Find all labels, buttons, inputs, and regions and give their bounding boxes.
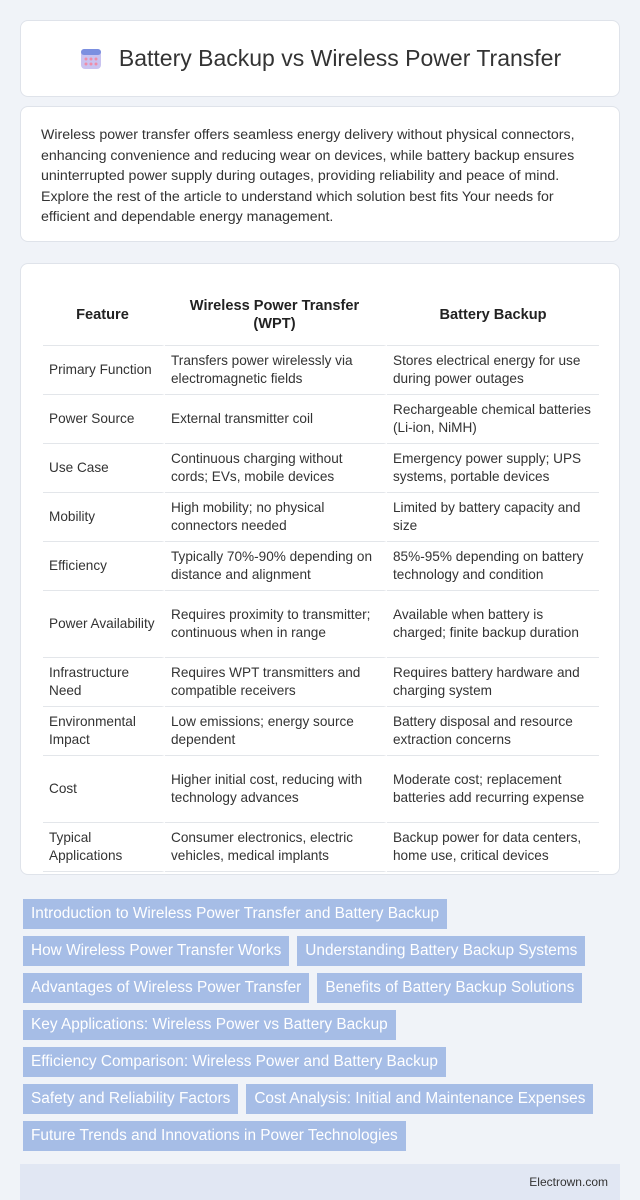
wpt-cell: Requires WPT transmitters and compatible receivers <box>165 658 387 707</box>
table-row <box>43 346 599 395</box>
wpt-cell: Higher initial cost, reducing with technology advances <box>165 756 387 823</box>
topic-link[interactable]: Safety and Reliability Factors <box>23 1084 238 1114</box>
topic-link[interactable]: Cost Analysis: Initial and Maintenance Expenses <box>246 1084 593 1114</box>
grid-app-icon <box>79 47 103 71</box>
battery-cell: Rechargeable chemical batteries (Li-ion, NiMH) <box>387 395 599 444</box>
tag-row <box>23 973 623 1003</box>
battery-cell: Emergency power supply; UPS systems, portable devices <box>387 444 599 493</box>
intro-text: Wireless power transfer offers seamless energy delivery without physical connectors, enhancing convenience and reducing wear on devices, while battery backup ensures uninterrupted power supply during outages, providing reliability and peace of mind. Explore the rest of the article to understand which solution best fits Your needs for efficient and dependable energy management. <box>41 127 575 226</box>
feature-cell: Mobility <box>43 493 165 542</box>
battery-cell: Stores electrical energy for use during power outages <box>387 346 599 395</box>
topic-link[interactable]: Benefits of Battery Backup Solutions <box>317 973 582 1003</box>
table-header-row <box>43 284 599 346</box>
tag-row <box>23 1121 623 1151</box>
footer-site-name[interactable]: Electrown.com <box>529 1175 608 1189</box>
table-row <box>43 658 599 707</box>
tag-row <box>23 1047 623 1077</box>
topic-link[interactable]: Introduction to Wireless Power Transfer and Battery Backup <box>23 899 447 929</box>
battery-cell: 85%-95% depending on battery technology and condition <box>387 542 599 591</box>
wpt-cell: External transmitter coil <box>165 395 387 444</box>
wpt-cell: Typically 70%-90% depending on distance and alignment <box>165 542 387 591</box>
feature-cell: Efficiency <box>43 542 165 591</box>
topic-link[interactable]: Understanding Battery Backup Systems <box>297 936 585 966</box>
feature-cell: Power Availability <box>43 591 165 658</box>
feature-cell: Infrastructure Need <box>43 658 165 707</box>
header-battery-backup: Battery Backup <box>387 284 599 346</box>
wpt-cell: Continuous charging without cords; EVs, mobile devices <box>165 444 387 493</box>
feature-cell: Primary Function <box>43 346 165 395</box>
header-wpt: Wireless Power Transfer (WPT) <box>165 284 387 346</box>
table-row <box>43 493 599 542</box>
title-card <box>20 20 620 97</box>
table-row <box>43 542 599 591</box>
topic-link[interactable]: Advantages of Wireless Power Transfer <box>23 973 309 1003</box>
topic-link[interactable]: Future Trends and Innovations in Power Technologies <box>23 1121 406 1151</box>
feature-cell: Environmental Impact <box>43 707 165 756</box>
comparison-table <box>43 284 599 872</box>
battery-cell: Requires battery hardware and charging system <box>387 658 599 707</box>
feature-cell: Use Case <box>43 444 165 493</box>
page-title: Battery Backup vs Wireless Power Transfer <box>118 45 562 71</box>
table-row <box>43 591 599 658</box>
battery-cell: Backup power for data centers, home use, critical devices <box>387 823 599 872</box>
wpt-cell: Transfers power wirelessly via electromagnetic fields <box>165 346 387 395</box>
tag-row <box>23 1010 623 1040</box>
battery-cell: Battery disposal and resource extraction concerns <box>387 707 599 756</box>
table-row <box>43 395 599 444</box>
topic-link[interactable]: Efficiency Comparison: Wireless Power and Battery Backup <box>23 1047 446 1077</box>
tag-row <box>23 1084 623 1114</box>
feature-cell: Typical Applications <box>43 823 165 872</box>
wpt-cell: Low emissions; energy source dependent <box>165 707 387 756</box>
footer <box>20 1164 620 1200</box>
topic-link[interactable]: Key Applications: Wireless Power vs Battery Backup <box>23 1010 396 1040</box>
wpt-cell: Requires proximity to transmitter; continuous when in range <box>165 591 387 658</box>
battery-cell: Moderate cost; replacement batteries add recurring expense <box>387 756 599 823</box>
wpt-cell: Consumer electronics, electric vehicles, medical implants <box>165 823 387 872</box>
table-row <box>43 444 599 493</box>
header-feature: Feature <box>43 284 165 346</box>
feature-cell: Cost <box>43 756 165 823</box>
topic-link[interactable]: How Wireless Power Transfer Works <box>23 936 289 966</box>
wpt-cell: High mobility; no physical connectors needed <box>165 493 387 542</box>
battery-cell: Limited by battery capacity and size <box>387 493 599 542</box>
feature-cell: Power Source <box>43 395 165 444</box>
comparison-table-card <box>20 263 620 875</box>
battery-cell: Available when battery is charged; finite backup duration <box>387 591 599 658</box>
intro-card <box>20 106 620 242</box>
table-row <box>43 823 599 872</box>
table-row <box>43 756 599 823</box>
topic-links <box>23 899 623 1158</box>
tag-row <box>23 899 623 929</box>
tag-row <box>23 936 623 966</box>
table-row <box>43 707 599 756</box>
